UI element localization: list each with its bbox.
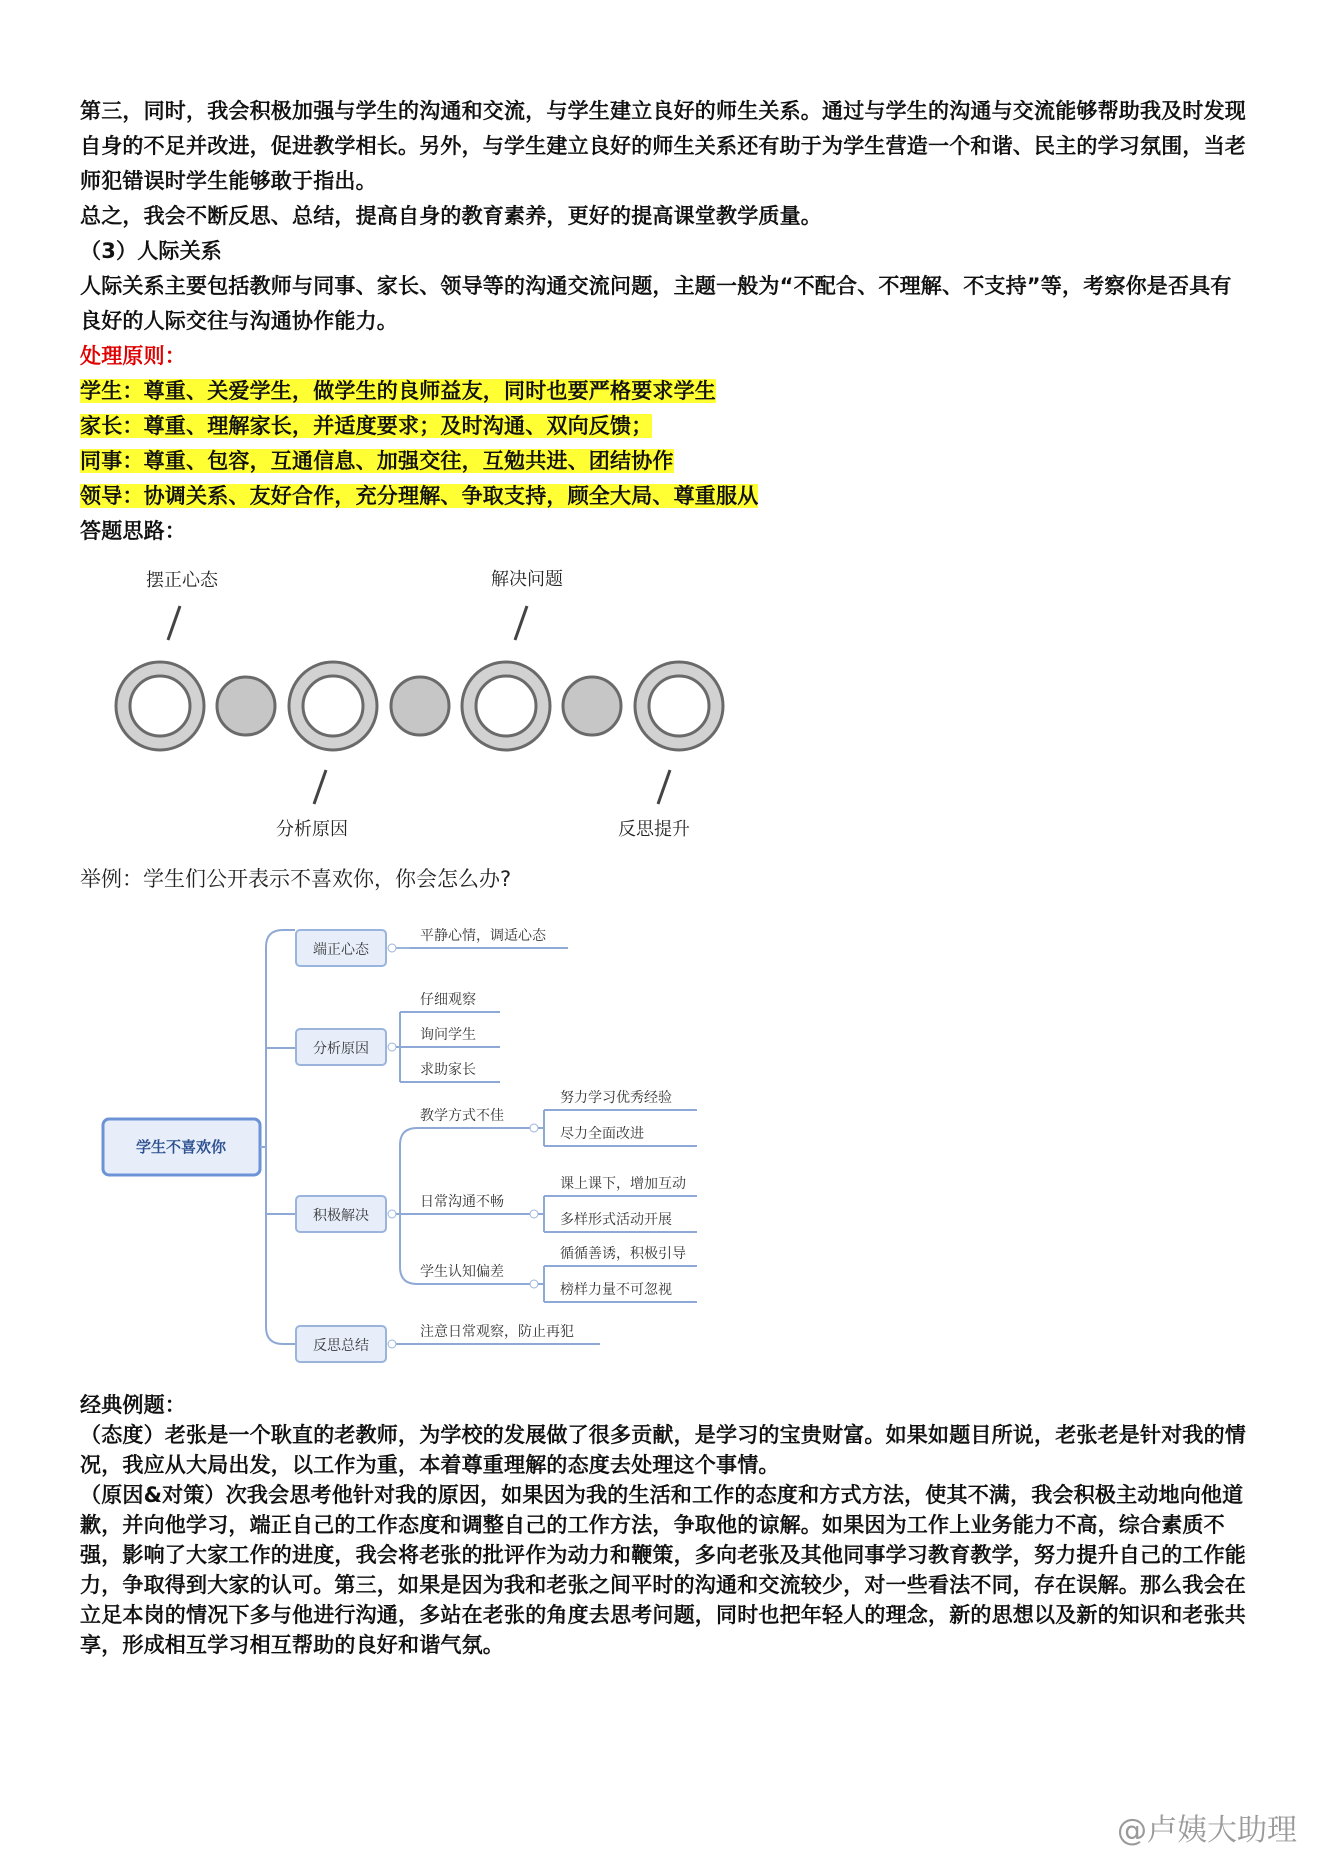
leaf-activities: 多样形式活动开展 (560, 1212, 672, 1228)
branch-mindset-label: 端正心态 (313, 942, 369, 958)
leaf-improve: 尽力全面改进 (560, 1126, 644, 1142)
step-label-3: 解决问题 (491, 569, 563, 590)
example-question: 举例：学生们公开表示不喜欢你，你会怎么办? (80, 867, 512, 891)
step-label-4: 反思提升 (618, 819, 690, 840)
leaf-learn-experience: 努力学习优秀经验 (560, 1090, 672, 1106)
step-pointer-1 (168, 606, 180, 640)
mindmap-root-label: 学生不喜欢你 (135, 1138, 227, 1156)
step-pointer-4 (658, 770, 670, 804)
leaf-guide: 循循善诱，积极引导 (560, 1246, 686, 1262)
watermark: @卢姨大助理 (1117, 1813, 1297, 1848)
step-pointer-3 (515, 606, 527, 640)
principle-parent: 家长：尊重、理解家长，并适度要求；及时沟通、双向反馈； (80, 414, 653, 438)
classic-title: 经典例题： (80, 1393, 186, 1417)
paragraph-communication: 第三，同时，我会积极加强与学生的沟通和交流，与学生建立良好的师生关系。通过与学生的沟通与交流能够帮助我及时发现自身的不足并改进，促进教学相长。另外，与学生建立良好的师生关系还有助于为学生营造一个和谐、民主的学习氛围，当老师犯错误时学生能够敢于指出。 (80, 99, 1246, 193)
step-connector-dot-2 (391, 677, 449, 735)
sub-student-bias: 学生认知偏差 (420, 1264, 504, 1280)
section-heading-interpersonal: （3）人际关系 (80, 239, 223, 263)
step-ring-2 (289, 662, 377, 750)
step-pointer-2 (314, 770, 326, 804)
step-label-2: 分析原因 (276, 819, 348, 840)
leaf-ask-students: 询问学生 (420, 1027, 476, 1043)
branch-solve-label: 积极解决 (313, 1208, 369, 1224)
step-connector-dot-3 (563, 677, 621, 735)
principle-student: 学生：尊重、关爱学生，做学生的良师益友，同时也要严格要求学生 (80, 379, 716, 403)
branch-analyze-label: 分析原因 (313, 1041, 369, 1057)
classic-reason-solution: （原因&对策）次我会思考他针对我的原因，如果因为我的生活和工作的态度和方式方法，使其不满，我会积极主动地向他道歉，并向他学习，端正自己的工作态度和调整自己的工作方法，争取他的谅解。如果因为工作上业务能力不高，综合素质不强，影响了大家工作的进度，我会将老张的批评作为动力和鞭策，多向老张及其他同事学习教育教学，努力提升自己的工作能力，争取得到大家的认可。第三，如果是因为我和老张之间平时的沟通和交流较少，对一些看法不同，存在误解。那么我会在立足本岗的情况下多与他进行沟通，多站在老张的角度去思考问题，同时也把年轻人的理念，新的思想以及新的知识和老张共享，形成相互学习相互帮助的良好和谐气氛。 (80, 1483, 1246, 1657)
principles-title: 处理原则： (80, 344, 186, 368)
step-ring-3 (462, 662, 550, 750)
approach-title: 答题思路： (80, 519, 186, 543)
step-ring-1 (116, 662, 204, 750)
leaf-role-model: 榜样力量不可忽视 (560, 1282, 672, 1298)
leaf-observe: 仔细观察 (420, 992, 476, 1008)
step-connector-dot-1 (217, 677, 275, 735)
paragraph-summary: 总之，我会不断反思、总结，提高自身的教育素养，更好的提高课堂教学质量。 (80, 204, 822, 228)
step-ring-4 (635, 662, 723, 750)
principle-colleague: 同事：尊重、包容，互通信息、加强交往，互勉共进、团结协作 (80, 449, 674, 473)
leaf-ask-parents: 求助家长 (420, 1062, 476, 1078)
leaf-calm: 平静心情，调适心态 (420, 928, 546, 944)
bottom-text-block (80, 1390, 1250, 1660)
leaf-prevent: 注意日常观察，防止再犯 (420, 1324, 574, 1340)
sub-teaching-method: 教学方式不佳 (420, 1108, 504, 1124)
paragraph-interpersonal: 人际关系主要包括教师与同事、家长、领导等的沟通交流问题，主题一般为“不配合、不理解、不支持”等，考察你是否具有良好的人际交往与沟通协作能力。 (80, 274, 1232, 333)
sub-daily-communication: 日常沟通不畅 (420, 1194, 504, 1210)
principle-leader: 领导：协调关系、友好合作，充分理解、争取支持，顾全大局、尊重服从 (80, 484, 759, 508)
mindmap (103, 927, 697, 1362)
branch-reflect-label: 反思总结 (313, 1338, 369, 1354)
classic-attitude: （态度）老张是一个耿直的老教师，为学校的发展做了很多贡献，是学习的宝贵财富。如果如题目所说，老张老是针对我的情况，我应从大局出发，以工作为重，本着尊重理解的态度去处理这个事情。 (80, 1423, 1246, 1477)
step-label-1: 摆正心态 (146, 570, 218, 591)
leaf-interaction: 课上课下，增加互动 (560, 1176, 686, 1192)
